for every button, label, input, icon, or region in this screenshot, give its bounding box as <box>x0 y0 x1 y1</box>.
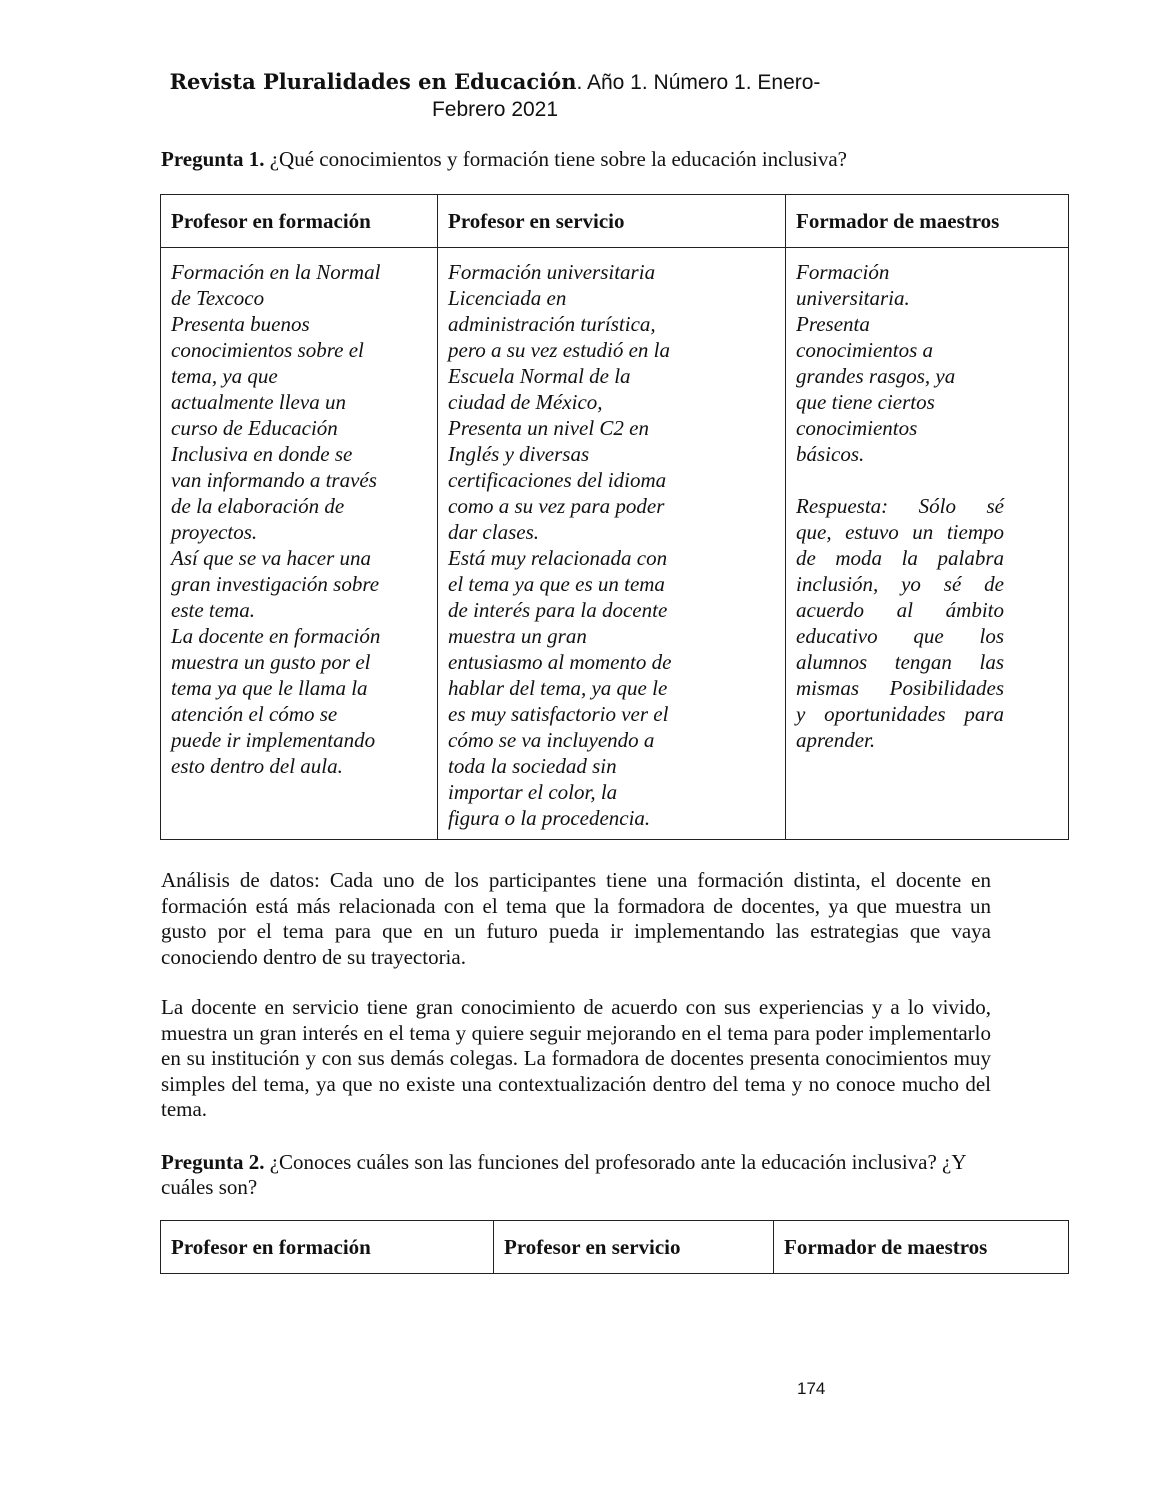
cell-text-line: muestra un gusto por el <box>171 650 371 674</box>
cell-text-line: muestra un gran <box>448 624 587 648</box>
cell-text-line: Licenciada en <box>448 286 567 310</box>
table-cell-formador-de-maestros <box>786 248 1069 840</box>
cell-text-line: de interés para la docente <box>448 598 668 622</box>
question-1-table <box>160 194 1069 840</box>
cell-text-line: importar el color, la <box>448 780 618 804</box>
cell-text-line: La docente en formación <box>171 624 381 648</box>
answer-text-line: inclusión, yo sé de <box>796 572 1004 596</box>
table-header-row <box>161 195 1069 248</box>
question-1-label: Pregunta 1. <box>161 147 265 171</box>
cell-text-line: conocimientos <box>796 416 918 440</box>
cell-text-line: Presenta un nivel C2 en <box>448 416 650 440</box>
answer-text-line: aprender. <box>796 728 876 752</box>
cell-text-line: este tema. <box>171 598 255 622</box>
journal-name: Revista Pluralidades en Educación <box>169 69 577 94</box>
cell-text-line: cómo se va incluyendo a <box>448 728 655 752</box>
issue-info-continued: Febrero 2021 <box>431 98 559 121</box>
table-row <box>161 248 1069 840</box>
cell-text-line: universitaria. <box>796 286 910 310</box>
cell-text-line: básicos. <box>796 442 865 466</box>
cell-text-line: gran investigación sobre <box>171 572 380 596</box>
answer-text-line: Respuesta: Sólo sé <box>796 494 1004 518</box>
cell-text-line: como a su vez para poder <box>448 494 665 518</box>
cell-text-line: hablar del tema, ya que le <box>448 676 668 700</box>
cell-text-line: esto dentro del aula. <box>171 754 343 778</box>
cell-text-line: conocimientos a <box>796 338 934 362</box>
answer-text-line: mismas Posibilidades <box>796 676 1004 700</box>
answer-text-line: de moda la palabra <box>796 546 1004 570</box>
cell-text-line: entusiasmo al momento de <box>448 650 672 674</box>
cell-text-line: actualmente lleva un <box>171 390 346 414</box>
column-header: Profesor en servicio <box>494 1221 774 1274</box>
cell-text-line: Inclusiva en donde se <box>171 442 353 466</box>
answer-text-line: acuerdo al ámbito <box>796 598 1004 622</box>
column-header: Profesor en servicio <box>438 195 786 248</box>
cell-text-line: dar clases. <box>448 520 539 544</box>
cell-text-line: el tema ya que es un tema <box>448 572 665 596</box>
cell-text-line: pero a su vez estudió en la <box>448 338 671 362</box>
question-1 <box>161 147 1001 172</box>
running-header <box>160 68 830 123</box>
cell-text-line: de la elaboración de <box>171 494 345 518</box>
cell-text-line: Está muy relacionada con <box>448 546 668 570</box>
cell-text-line: Escuela Normal de la <box>448 364 631 388</box>
cell-text-line: Inglés y diversas <box>448 442 590 466</box>
issue-info: . Año 1. Número 1. Enero- <box>576 71 821 94</box>
column-header: Profesor en formación <box>161 1221 494 1274</box>
answer-text-line: que, estuvo un tiempo <box>796 520 1004 544</box>
cell-text-line: Formación universitaria <box>448 260 656 284</box>
table-header-row <box>161 1221 1069 1274</box>
cell-text-line: que tiene ciertos <box>796 390 935 414</box>
column-header: Profesor en formación <box>161 195 438 248</box>
answer-text-line: alumnos tengan las <box>796 650 1004 674</box>
cell-text-line: curso de Educación <box>171 416 338 440</box>
cell-text-line: figura o la procedencia. <box>448 806 651 830</box>
cell-text-line: certificaciones del idioma <box>448 468 667 492</box>
body-paragraph: La docente en servicio tiene gran conocimiento de acuerdo con sus experiencias y a lo vivido, muestra un gran interés en el tema y quiere seguir mejorando en el tema para poder implementarlo en su institución y con sus demás colegas. La formadora de docentes presenta conocimientos muy simples del tema, ya que no existe una contextualización dentro del tema y no conoce mucho del tema. <box>161 995 991 1121</box>
page-number: 174 <box>797 1379 826 1398</box>
cell-text-line: atención el cómo se <box>171 702 338 726</box>
cell-text-line: grandes rasgos, ya <box>796 364 956 388</box>
cell-text-line: ciudad de México, <box>448 390 603 414</box>
cell-text-line: es muy satisfactorio ver el <box>448 702 669 726</box>
cell-text-line: Formación en la Normal <box>171 260 381 284</box>
table-cell-profesor-en-formacion <box>161 248 438 840</box>
cell-text-line: toda la sociedad sin <box>448 754 617 778</box>
column-header: Formador de maestros <box>774 1221 1069 1274</box>
cell-text-line: proyectos. <box>171 520 258 544</box>
question-2-table <box>160 1220 1069 1274</box>
cell-text-line: de Texcoco <box>171 286 265 310</box>
cell-text-line: tema ya que le llama la <box>171 676 368 700</box>
cell-text-line: tema, ya que <box>171 364 278 388</box>
cell-text-line: Formación <box>796 260 890 284</box>
column-header: Formador de maestros <box>786 195 1069 248</box>
cell-text-line: conocimientos sobre el <box>171 338 364 362</box>
cell-text-line: Así que se va hacer una <box>171 546 372 570</box>
question-1-text: ¿Qué conocimientos y formación tiene sobre la educación inclusiva? <box>264 147 847 171</box>
cell-text-line: van informando a través <box>171 468 377 492</box>
cell-text-line: Presenta <box>796 312 870 336</box>
answer-text-line: educativo que los <box>796 624 1004 648</box>
cell-text-line: puede ir implementando <box>171 728 376 752</box>
question-2 <box>161 1150 1001 1200</box>
cell-text-line: Presenta buenos <box>171 312 310 336</box>
cell-text-line: administración turística, <box>448 312 656 336</box>
question-2-label: Pregunta 2. <box>161 1150 265 1174</box>
table-cell-profesor-en-servicio <box>438 248 786 840</box>
answer-text-line: y oportunidades para <box>796 702 1004 726</box>
analysis-paragraph: Análisis de datos: Cada uno de los participantes tiene una formación distinta, el docente en formación está más relacionada con el tema que la formadora de docentes, ya que muestra un gusto por el tema para que en un futuro pueda ir implementando las estrategias que vaya conociendo dentro de su trayectoria. <box>161 868 991 969</box>
question-2-text: ¿Conoces cuáles son las funciones del profesorado ante la educación inclusiva? ¿Y cuáles son? <box>161 1150 966 1199</box>
